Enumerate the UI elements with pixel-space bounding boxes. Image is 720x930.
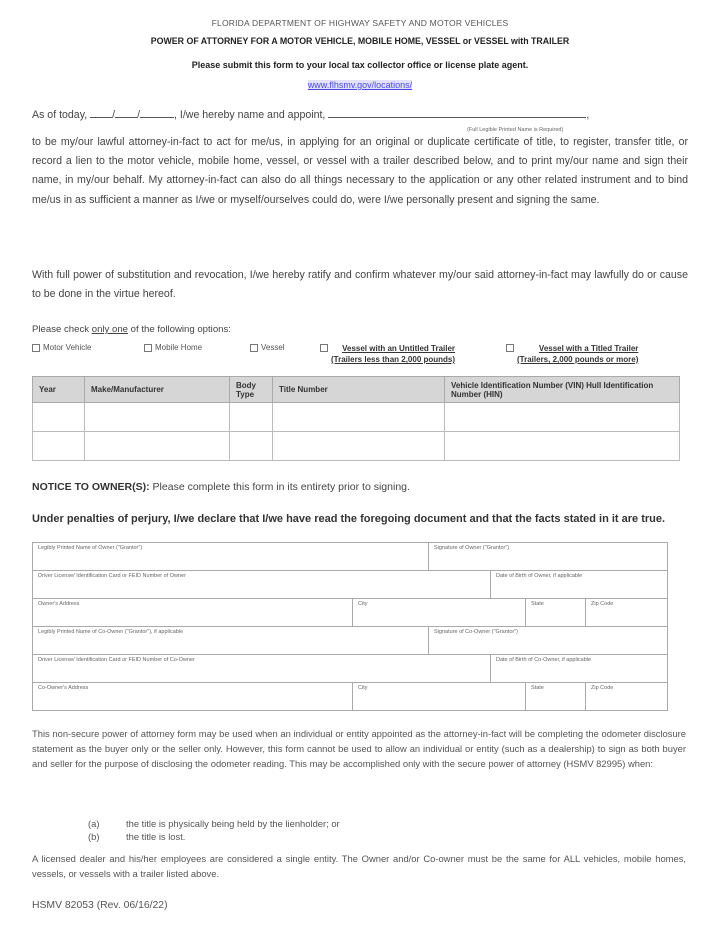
appointment-body: to be my/our lawful attorney-in-fact to act for me/us, in applying for an original or duplicate certificate of title, to register, transfer title, or record a lien to the motor vehicle, mobile home, vessel, or vessel with a trailer described below, and to print my/our name and sign their name, in my/our behalf. My attorney-in-fact can also do all things necessary to the application or any other related instrument and to bind me/us in as sufficient a manner as I/we or myself/ourselves could do, were I/we personally present and signing the same.: [32, 136, 688, 206]
coowner-zip-field[interactable]: Zip Code: [591, 685, 614, 691]
agency-name: FLORIDA DEPARTMENT OF HIGHWAY SAFETY AND MOTOR VEHICLES: [211, 18, 509, 28]
owner-signature-field[interactable]: Signature of Owner ("Grantor"): [434, 545, 510, 551]
col-year: Year: [33, 377, 85, 403]
owner-name-field[interactable]: Legibly Printed Name of Owner ("Grantor"): [33, 543, 429, 570]
checkbox[interactable]: [144, 344, 152, 352]
submit-instructions: Please submit this form to your local tax collector office or license plate agent.: [191, 60, 529, 70]
option-label: Vessel with a Titled Trailer: [538, 344, 639, 353]
vehicle-table-header: [33, 377, 680, 403]
coowner-id-field[interactable]: Driver License/ Identification Card or FEID Number of Co-Owner: [33, 655, 491, 682]
substitution-text: With full power of substitution and revocation, I/we hereby ratify and confirm whatever my/our said attorney-in-fact may lawfully do or cause to be done in the virtue hereof.: [32, 269, 688, 301]
condition-text: the title is physically being held by the lienholder; or: [126, 818, 340, 829]
checkbox[interactable]: [250, 344, 258, 352]
disclosure-text: This non-secure power of attorney form may be used when an individual or entity appointed as the attorney-in-fact will be completing the odometer disclosure statement as the buyer only or the seller only. However, this form cannot be used to allow an individual or entity (such as a dealership) to sign as both buyer and seller for the purpose of disclosing the odometer reading. This may be accomplished only with the secure power of attorney (HSMV 82995) when:: [32, 728, 686, 769]
condition-label: (a): [88, 818, 100, 829]
coowner-name-field[interactable]: Legibly Printed Name of Co-Owner ("Grantor"), if applicable: [33, 627, 429, 654]
owner-state-field[interactable]: State: [526, 599, 586, 626]
coowner-city-field[interactable]: City: [353, 683, 526, 710]
dealer-note: A licensed dealer and his/her employees are considered a single entity. The Owner and/or Co-owner must be the same for ALL vehicles, mobile homes, vessels, or vessels with a trailer listed above.: [32, 853, 686, 879]
option-vessel[interactable]: [250, 343, 285, 352]
checkbox[interactable]: [32, 344, 40, 352]
date-month-field[interactable]: [90, 106, 112, 118]
col-title-number: Title Number: [273, 377, 445, 403]
date-separator: /: [137, 109, 141, 121]
prompt-emphasis: only one: [91, 324, 129, 335]
option-label: Mobile Home: [155, 343, 203, 352]
options-prompt: [32, 320, 688, 339]
date-separator: /: [112, 109, 116, 121]
make-cell[interactable]: [85, 403, 230, 432]
option-motor-vehicle[interactable]: [32, 343, 91, 352]
owner-row-name: [33, 543, 667, 571]
option-sublabel: (Trailers less than 2,000 pounds): [331, 355, 456, 364]
coowner-dob-field[interactable]: Date of Birth of Co-Owner, if applicable: [496, 657, 592, 663]
notice-text: Please complete this form in its entirety prior to signing.: [149, 481, 410, 493]
owner-section: [32, 542, 668, 711]
option-sublabel: (Trailers, 2,000 pounds or more): [517, 355, 639, 364]
prompt-suffix: of the following options:: [128, 324, 231, 335]
year-cell[interactable]: [33, 403, 85, 432]
body-type-cell[interactable]: [230, 432, 273, 461]
date-year-field[interactable]: [140, 106, 174, 118]
perjury-statement: Under penalties of perjury, I/we declare that I/we have read the foregoing document and that the facts stated in it are true.: [32, 513, 666, 525]
col-vin-hin: Vehicle Identification Number (VIN) Hull Identification Number (HIN): [445, 377, 680, 403]
prompt-prefix: Please check: [32, 324, 92, 335]
option-vessel-untitled-trailer[interactable]: [320, 343, 455, 365]
vehicle-type-options: [32, 343, 702, 369]
option-label: Vessel with an Untitled Trailer: [342, 344, 456, 353]
make-cell[interactable]: [85, 432, 230, 461]
owner-dob-field[interactable]: Date of Birth of Owner, if applicable: [496, 573, 583, 579]
vehicle-table: [32, 376, 680, 461]
condition-label: (b): [88, 831, 100, 842]
notice-label: NOTICE TO OWNER(S):: [32, 481, 150, 493]
locations-link[interactable]: www.flhsmv.gov/locations/: [307, 80, 413, 90]
body-type-cell[interactable]: [230, 403, 273, 432]
appointment-prefix: As of today,: [32, 109, 91, 121]
link-wrap: [0, 75, 720, 93]
form-title: POWER OF ATTORNEY FOR A MOTOR VEHICLE, MOBILE HOME, VESSEL or VESSEL with TRAILER: [150, 36, 570, 46]
owner-id-field[interactable]: Driver License/ Identification Card or FEID Number of Owner: [33, 571, 491, 598]
condition-item: [88, 830, 340, 843]
condition-item: [88, 817, 340, 830]
coowner-address-field[interactable]: Co-Owner's Address: [33, 683, 353, 710]
checkbox[interactable]: [506, 344, 514, 352]
notice-to-owner: [32, 481, 410, 493]
coowner-state-field[interactable]: State: [526, 683, 586, 710]
checkbox[interactable]: [320, 344, 328, 352]
option-label: Vessel: [261, 343, 285, 352]
disclosure-conditions: [88, 817, 340, 843]
form-id: HSMV 82053 (Rev. 06/16/22): [32, 900, 168, 911]
coowner-row-id: [33, 655, 667, 683]
coowner-row-address: [33, 683, 667, 711]
col-make: Make/Manufacturer: [85, 377, 230, 403]
owner-row-id: [33, 571, 667, 599]
coowner-row-name: [33, 627, 667, 655]
owner-city-field[interactable]: City: [353, 599, 526, 626]
title-number-cell[interactable]: [273, 403, 445, 432]
owner-address-field[interactable]: Owner's Address: [33, 599, 353, 626]
owner-row-address: [33, 599, 667, 627]
attorney-name-field[interactable]: [328, 106, 586, 118]
table-row: [33, 403, 680, 432]
option-mobile-home[interactable]: [144, 343, 202, 352]
appointment-middle: , I/we hereby name and appoint,: [174, 109, 329, 121]
title-number-cell[interactable]: [273, 432, 445, 461]
vin-cell[interactable]: [445, 432, 680, 461]
year-cell[interactable]: [33, 432, 85, 461]
date-day-field[interactable]: [115, 106, 137, 118]
attorney-name-hint: (Full Legible Printed Name is Required): [467, 127, 564, 133]
option-label: Motor Vehicle: [43, 343, 92, 352]
owner-zip-field[interactable]: Zip Code: [591, 601, 614, 607]
condition-text: the title is lost.: [126, 831, 186, 842]
table-row: [33, 432, 680, 461]
appointment-line: As of today, / / , I/we hereby name and appoint, ,: [32, 106, 688, 125]
col-body-type: Body Type: [230, 377, 273, 403]
option-vessel-titled-trailer[interactable]: [506, 343, 638, 365]
vin-cell[interactable]: [445, 403, 680, 432]
coowner-signature-field[interactable]: Signature of Co-Owner ("Grantor"): [434, 629, 518, 635]
